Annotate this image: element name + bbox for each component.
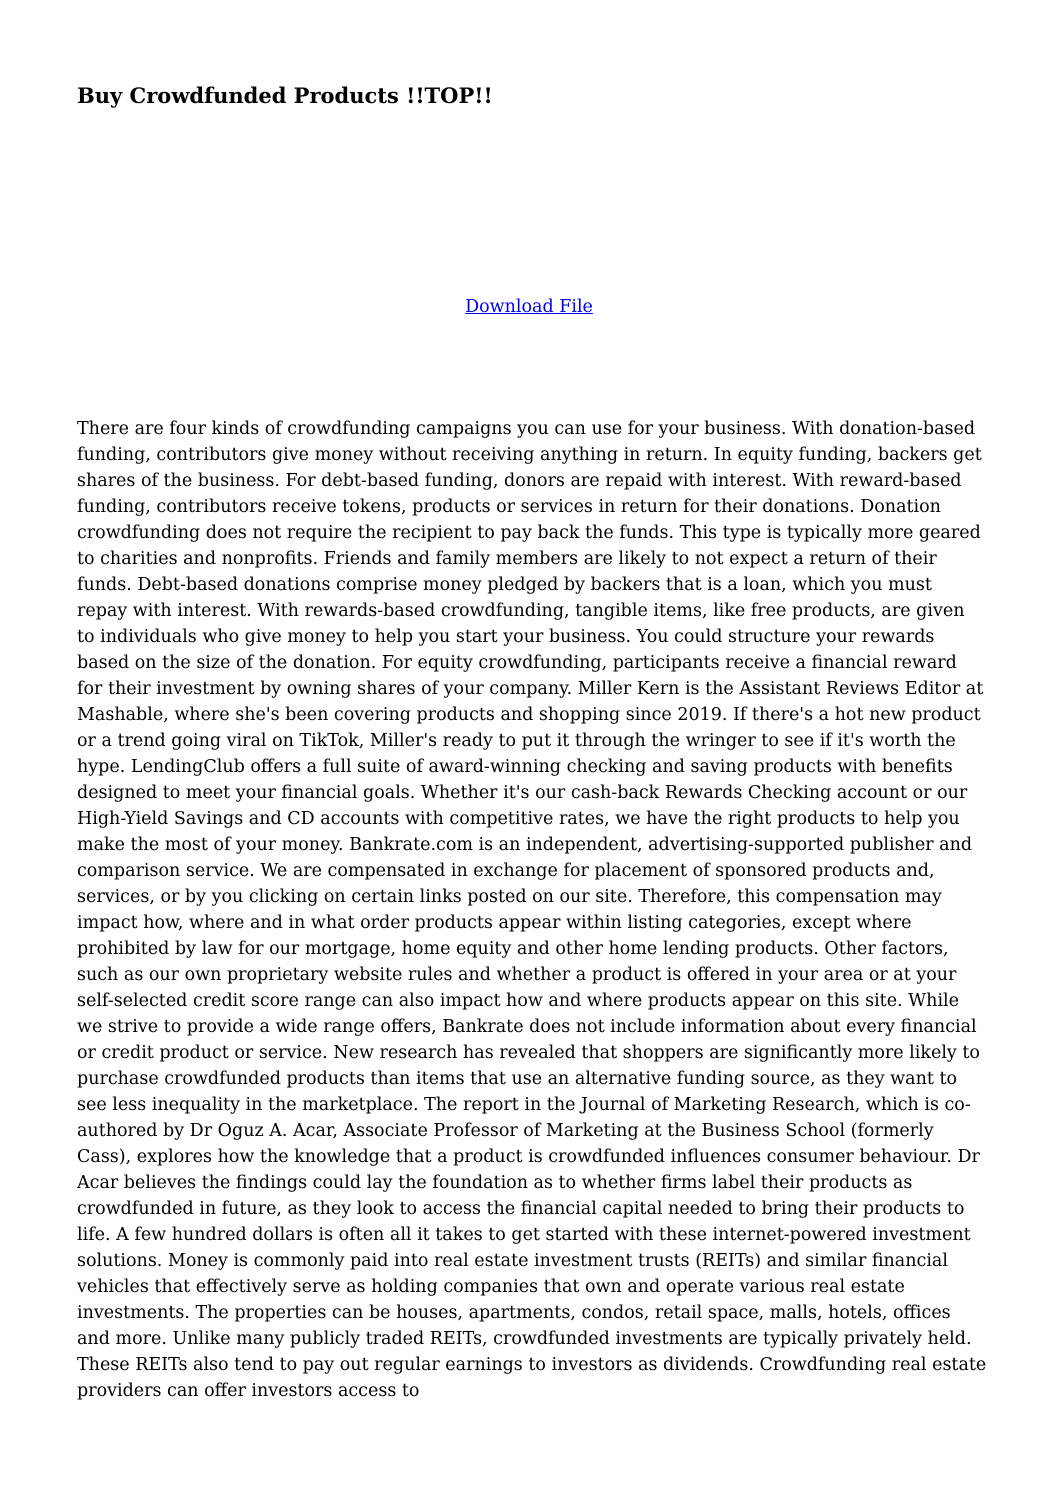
page-title: Buy Crowdfunded Products !!TOP!! — [77, 83, 493, 108]
body-paragraph: There are four kinds of crowdfunding campaigns you can use for your business. With donation-based funding, contributors give money without receiving anything in return. In equity funding, backers get shares of the business. For debt-based funding, donors are repaid with interest. With reward-based funding, contributors receive tokens, products or services in return for their donations. Donation crowdfunding does not require the recipient to pay back the funds. This type is typically more geared to charities and nonprofits. Friends and family members are likely to not expect a return of their funds. Debt-based donations comprise money pledged by backers that is a loan, which you must repay with interest. With rewards-based crowdfunding, tangible items, like free products, are given to individuals who give money to help you start your business. You could structure your rewards based on the size of the donation. For equity crowdfunding, participants receive a financial reward for their investment by owning shares of your company. Miller Kern is the Assistant Reviews Editor at Mashable, where she's been covering products and shopping since 2019. If there's a hot new product or a trend going viral on TikTok, Miller's ready to put it through the wringer to see if it's worth the hype. LendingClub offers a full suite of award-winning checking and saving products with benefits designed to meet your financial goals. Whether it's our cash-back Rewards Checking account or our High-Yield Savings and CD accounts with competitive rates, we have the right products to help you make the most of your money. Bankrate.com is an independent, advertising-supported publisher and comparison service. We are compensated in exchange for placement of sponsored products and, services, or by you clicking on certain links posted on our site. Therefore, this compensation may impact how, where and in what order products appear within listing categories, except where prohibited by law for our mortgage, home equity and other home lending products. Other factors, such as our own proprietary website rules and whether a product is offered in your area or at your self-selected credit score range can also impact how and where products appear on this site. While we strive to provide a wide range offers, Bankrate does not include information about every financial or credit product or service. New research has revealed that shoppers are significantly more likely to purchase crowdfunded products than items that use an alternative funding source, as they want to see less inequality in the marketplace. The report in the Journal of Marketing Research, which is co-authored by Dr Oguz A. Acar, Associate Professor of Marketing at the Business School (formerly Cass), explores how the knowledge that a product is crowdfunded influences consumer behaviour. Dr Acar believes the findings could lay the foundation as to whether firms label their products as crowdfunded in future, as they look to access the financial capital needed to bring their products to life. A few hundred dollars is often all it takes to get started with these internet-powered investment solutions. Money is commonly paid into real estate investment trusts (REITs) and similar financial vehicles that effectively serve as holding companies that own and operate various real estate investments. The properties can be houses, apartments, condos, retail space, malls, hotels, offices and more. Unlike many publicly traded REITs, crowdfunded investments are typically privately held. These REITs also tend to pay out regular earnings to investors as dividends. Crowdfunding real estate providers can offer investors access to — [77, 419, 987, 1401]
download-link-container — [0, 294, 1058, 320]
download-file-link[interactable]: Download File — [465, 297, 593, 317]
